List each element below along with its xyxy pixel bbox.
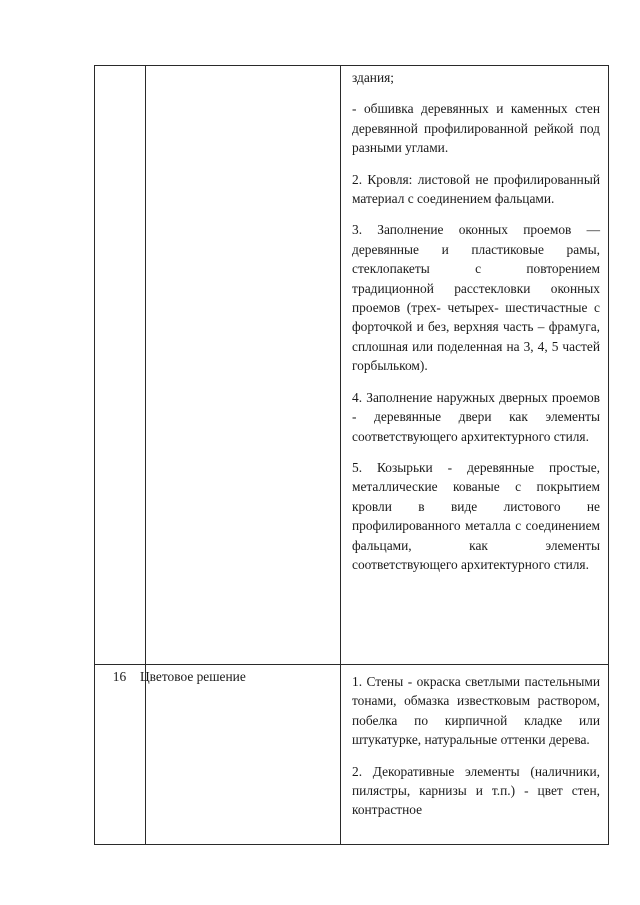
column-divider-1 [145,65,146,845]
row-number: 16 [112,669,127,684]
description-paragraph: 3. Заполнение оконных проемов — деревянные и пластиковые рамы, стеклопакеты с повторением традиционной расстекловки оконных проемов (трех- четырех- шестичастные с форточкой и без, верхняя часть – фрамуга, сплошная или поделенная на 3, 4, 5 частей горбыльком). [352,222,600,374]
column-divider-2 [340,65,341,845]
row-title: Цветовое решение [140,669,246,684]
description-paragraph: 4. Заполнение наружных дверных проемов - деревянные двери как элементы соответствующего архитектурного стиля. [352,389,600,444]
description-paragraph: 1. Стены - окраска светлыми пастельными тонами, обмазка известковым раствором, побелка по кирпичной кладке или штукатурке, натуральные оттенки дерева. [352,674,600,748]
row-16-description [352,672,600,820]
description-paragraph: 5. Козырьки - деревянные простые, металлические кованые с покрытием кровли в виде листового не профилированного металла с соединением фальцами, как элементы соответствующего архитектурного стиля. [352,459,600,572]
row-divider [94,664,609,665]
description-paragraph: 2. Декоративные элементы (наличники, пилястры, карнизы и т.п.) - цвет стен, контрастное [352,763,600,818]
description-paragraph: здания; [352,70,395,85]
continued-row-description [352,68,600,574]
description-paragraph: - обшивка деревянных и каменных стен деревянной профилированной рейкой под разными углами. [352,101,600,156]
description-paragraph: 2. Кровля: листовой не профилированный материал с соединением фальцами. [352,171,600,207]
